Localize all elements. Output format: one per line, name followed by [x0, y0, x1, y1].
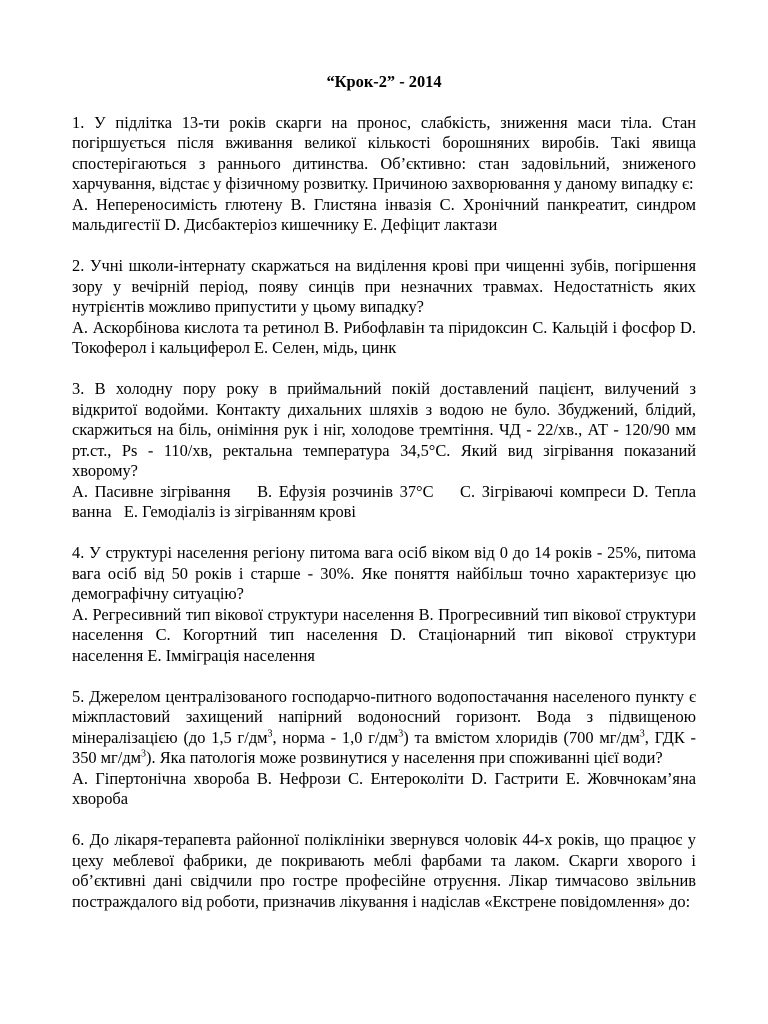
answer-options: A. Пасивне зігрівання B. Ефузія розчинів 37°C C. Зігріваючі компреси D. Тепла ванна E. Гемодіаліз із зігріванням крові	[72, 481, 701, 521]
superscript-exponent: 3	[141, 748, 147, 760]
question-text-part: ). Яка патологія може розвинутися у населення при споживанні цієї води?	[146, 748, 663, 767]
question-text: 6. До лікаря-терапевта районної поліклініки звернувся чоловік 44-х років, що працює у цеху меблевої фабрики, де покривають меблі фарбами та лаком. Скарги хворого і об’єктивні дані свідчили про гостре професійне отруєння. Лікар тимчасово звільнив постраждалого від роботи, призначив лікування і надіслав «Екстрене повідомлення» до:	[72, 830, 696, 911]
question-4	[72, 543, 696, 666]
question-text: 2. Учні школи-інтернату скаржаться на виділення крові при чищенні зубів, погіршення зору у вечірній період, появу синців при незначних травмах. Недостатність яких нутрієнтів можливо припустити у цьому випадку?	[72, 256, 696, 316]
answer-options: A. Непереносимість глютену B. Глистяна інвазія C. Хронічний панкреатит, синдром мальдигестії D. Дисбактеріоз кишечнику E. Дефіцит лактази	[72, 194, 696, 234]
question-text: 4. У структурі населення регіону питома вага осіб віком від 0 до 14 років - 25%, питома вага осіб від 50 років і старше - 30%. Яке поняття найбільш точно характеризує цю демографічну ситуацію?	[72, 543, 696, 603]
answer-options: A. Аскорбінова кислота та ретинол B. Рибофлавін та піридоксин C. Кальцій і фосфор D. Токоферол і кальциферол E. Селен, мідь, цинк	[72, 317, 696, 357]
question-text-part: 5. Джерелом централізованого господарчо-питного водопостачання населеного пункту є міжпластовий захищений напірний водоносний горизонт. Вода з підвищеною мінералізацією (до 1,5 г/дм	[72, 686, 696, 747]
document-page	[72, 72, 701, 912]
question-3	[72, 379, 701, 523]
question-text: 3. В холодну пору року в приймальний покій доставлений пацієнт, вилучений з відкритої водойми. Контакту дихальних шляхів з водою не було. Збуджений, блідий, скаржиться на біль, оніміння рук і ніг, холодове тремтіння. ЧД - 22/хв., АТ - 120/90 мм рт.ст., Ps - 110/хв, ректальна температура 34,5°C. Який вид зігрівання показаний хворому?	[72, 379, 696, 480]
question-text: 1. У підлітка 13-ти років скарги на пронос, слабкість, зниження маси тіла. Стан погіршується після вживання великої кількості борошняних виробів. Такі явища спостерігаються з раннього дитинства. Об’єктивно: стан задовільний, зниженого харчування, відстає у фізичному розвитку. Причиною захворювання у даному випадку є:	[72, 112, 696, 193]
answer-options: A. Регресивний тип вікової структури населення B. Прогресивний тип вікової структури населення C. Когортний тип населення D. Стаціонарний тип вікової структури населення E. Імміграція населення	[72, 604, 696, 665]
answer-options: A. Гіпертонічна хвороба B. Нефрози C. Ентероколіти D. Гастрити E. Жовчнокам’яна хвороба	[72, 768, 696, 808]
question-text-part: , ГДК - 350 мг/дм	[72, 727, 697, 767]
question-1	[72, 113, 696, 236]
question-text	[72, 687, 696, 769]
question-text-part: , норма - 1,0 г/дм	[272, 727, 399, 747]
question-6	[72, 830, 696, 912]
superscript-exponent: 3	[639, 728, 645, 740]
superscript-exponent: 3	[267, 728, 273, 740]
superscript-exponent: 3	[398, 728, 404, 740]
page-title: “Крок-2” - 2014	[326, 72, 442, 91]
question-text-part: ) та вмістом хлоридів (700 мг/дм	[403, 727, 640, 747]
question-2	[72, 256, 696, 359]
question-5	[72, 687, 696, 810]
